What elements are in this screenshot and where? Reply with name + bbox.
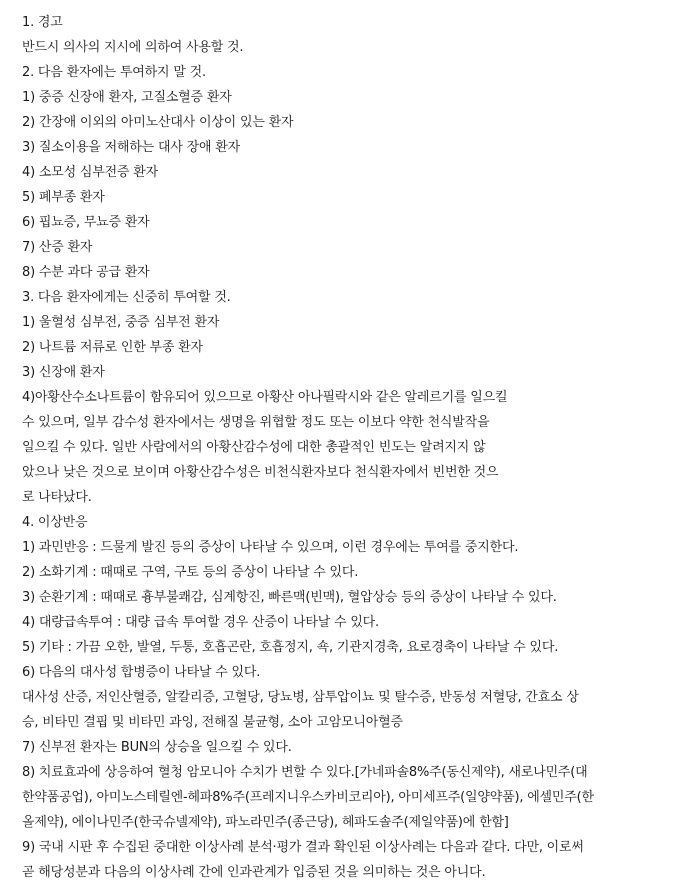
section-heading-contraindications: 2. 다음 환자에는 투여하지 말 것.	[22, 65, 206, 80]
list-item: 6) 다음의 대사성 합병증이 나타날 수 있다.	[22, 665, 261, 680]
list-item: 9) 국내 시판 후 수집된 중대한 이상사례 분석·평가 결과 확인된 이상사례는 다음과 같다. 다만, 이로써	[22, 840, 584, 855]
list-item: 7) 신부전 환자는 BUN의 상승을 일으킬 수 있다.	[22, 740, 292, 755]
list-item: 5) 기타 : 가끔 오한, 발열, 두통, 호흡곤란, 호흡정지, 쇽, 기관지경축, 요로경축이 나타날 수 있다.	[22, 640, 559, 655]
list-item: 8) 수분 과다 공급 환자	[22, 265, 150, 280]
list-item: 2) 소화기계 : 때때로 구역, 구토 등의 증상이 나타날 수 있다.	[22, 565, 359, 580]
document-body	[22, 10, 687, 885]
paragraph-line: 올제약), 에이나민주(한국슈넬제약), 파노라민주(종근당), 헤파도솔주(제일약품)에 한함]	[22, 815, 509, 830]
section-heading-precautions: 3. 다음 환자에게는 신중히 투여할 것.	[22, 290, 231, 305]
list-item: 4)아황산수소나트륨이 함유되어 있으므로 아황산 아나필락시와 같은 알레르기를 일으킬	[22, 390, 508, 405]
list-item: 5) 폐부종 환자	[22, 190, 105, 205]
paragraph-line: 았으나 낮은 것으로 보이며 아황산감수성은 비천식환자보다 천식환자에서 빈번한 것으	[22, 465, 499, 480]
paragraph-line: 수 있으며, 일부 감수성 환자에서는 생명을 위협할 정도 또는 이보다 약한 천식발작을	[22, 415, 490, 430]
list-item: 1) 중증 신장애 환자, 고질소혈증 환자	[22, 90, 232, 105]
paragraph-line: 한약품공업), 아미노스테릴엔-헤파8%주(프레지니우스카비코리아), 아미세프주(일양약품), 에셀민주(한	[22, 790, 594, 805]
list-item: 3) 순환기계 : 때때로 흉부불쾌감, 심계항진, 빠른맥(빈맥), 혈압상승 등의 증상이 나타날 수 있다.	[22, 590, 557, 605]
paragraph-line: 곧 해당성분과 다음의 이상사례 간에 인과관계가 입증된 것을 의미하는 것은 아니다.	[22, 865, 486, 880]
paragraph-line: 반드시 의사의 지시에 의하여 사용할 것.	[22, 40, 244, 55]
paragraph-line: 일으킬 수 있다. 일반 사람에서의 아황산감수성에 대한 총괄적인 빈도는 알려지지 않	[22, 440, 486, 455]
list-item: 3) 신장애 환자	[22, 365, 105, 380]
list-item: 4) 소모성 심부전증 환자	[22, 165, 158, 180]
list-item: 3) 질소이용을 저해하는 대사 장애 환자	[22, 140, 240, 155]
list-item: 8) 치료효과에 상응하여 혈청 암모니아 수치가 변할 수 있다.[가네파솔8%주(동신제약), 새로나민주(대	[22, 765, 588, 780]
paragraph-line: 대사성 산증, 저인산혈증, 알칼리증, 고혈당, 당뇨병, 삼투압이뇨 및 탈수증, 반동성 저혈당, 간효소 상	[22, 690, 579, 705]
paragraph-line: 승, 비타민 결핍 및 비타민 과잉, 전해질 불균형, 소아 고암모니아혈증	[22, 715, 403, 730]
list-item: 7) 산증 환자	[22, 240, 93, 255]
list-item: 6) 핍뇨증, 무뇨증 환자	[22, 215, 150, 230]
section-heading-adverse-reactions: 4. 이상반응	[22, 515, 88, 530]
list-item: 2) 간장애 이외의 아미노산대사 이상이 있는 환자	[22, 115, 294, 130]
list-item: 1) 과민반응 : 드물게 발진 등의 증상이 나타날 수 있으며, 이런 경우에는 투여를 중지한다.	[22, 540, 519, 555]
list-item: 2) 나트륨 저류로 인한 부종 환자	[22, 340, 203, 355]
list-item: 1) 울혈성 심부전, 중증 심부전 환자	[22, 315, 220, 330]
paragraph-line: 로 나타났다.	[22, 490, 92, 505]
list-item: 4) 대량급속투여 : 대량 급속 투여할 경우 산증이 나타날 수 있다.	[22, 615, 379, 630]
section-heading-warning: 1. 경고	[22, 15, 63, 30]
